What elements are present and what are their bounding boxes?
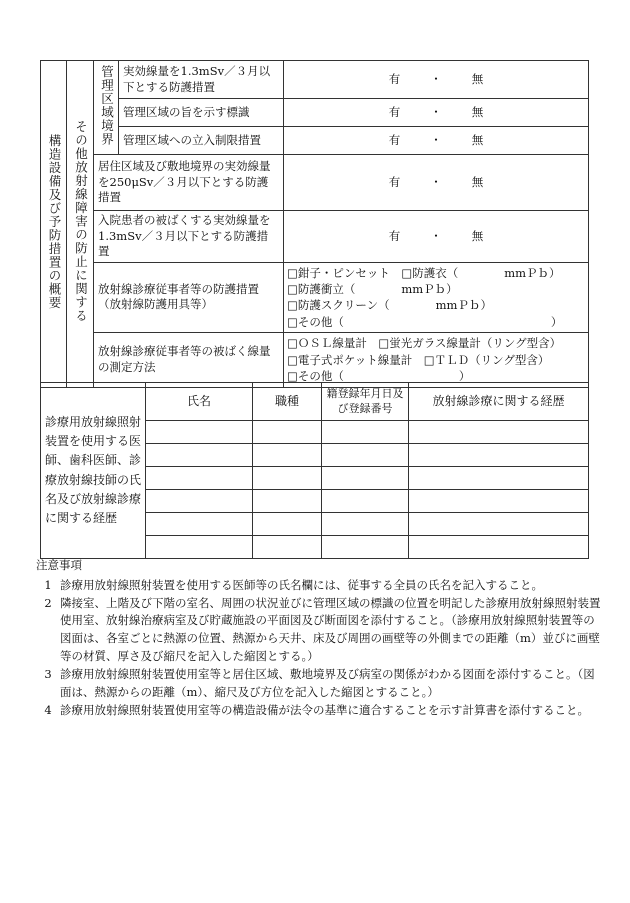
note-item: 2 隣接室、上階及び下階の室名、周囲の状況並びに管理区域の標識の位置を明記した診療用放射線照射装置使用室、放射線治療病室及び貯蔵施設の平面図及び断面図を添付すること。（診療用放射線照射装置等の図面は、各室ごとに熱源の位置、熱源から天井、床及び周囲の画壁等の外側までの距離（m）並びに画壁等の材質、厚さ及び縮尺を記入した縮図とする。） <box>44 595 601 664</box>
notes-title: 注意事項 <box>36 558 82 572</box>
kanri-label-cell <box>94 61 119 155</box>
cell-career[interactable] <box>409 467 589 490</box>
cell-occupation[interactable] <box>253 467 322 490</box>
note-item: 1 診療用放射線照射装置を使用する医師等の氏名欄には、従事する全員の氏名を記入すること。 <box>44 577 543 592</box>
protect-label: 放射線診療従事者等の防護措置（放射線防護用具等） <box>94 262 284 332</box>
header-registration: 籍登録年月日及び登録番号 <box>322 383 409 421</box>
protect-option[interactable]: □防護衝立（ mmＰｂ） <box>287 281 458 296</box>
cell-registration[interactable] <box>322 444 409 467</box>
cell-career[interactable] <box>409 513 589 536</box>
personnel-table <box>40 382 589 559</box>
note-item: 3 診療用放射線照射装置使用室等と居住区域、敷地境界及び病室の関係がわかる図面を添付すること。（図面は、熱源からの距離（m）、縮尺及び方位を記入した縮図とすること。） <box>44 666 595 699</box>
protect-options <box>284 262 589 332</box>
cell-registration[interactable] <box>322 467 409 490</box>
protect-option[interactable]: □防護スクリーン（ mmＰｂ） <box>287 298 492 313</box>
header-career: 放射線診療に関する経歴 <box>409 383 589 421</box>
header-name: 氏名 <box>146 383 253 421</box>
sub-label-cell <box>67 61 94 388</box>
cell-occupation[interactable] <box>253 421 322 444</box>
outer-label: 構造設備及び予防措置の概要 <box>46 133 62 310</box>
personnel-label: 診療用放射線照射装置を使用する医師、歯科医師、診療放射線技師の氏名及び放射線診療に関する経歴 <box>41 383 146 559</box>
cell-registration[interactable] <box>322 536 409 559</box>
cell-name[interactable] <box>146 467 253 490</box>
kanri-label: 管理区域境界 <box>99 64 115 146</box>
protect-option[interactable]: □鉗子・ピンセット □防護衣（ mmＰｂ） <box>287 265 561 280</box>
protect-option[interactable]: □その他（ ） <box>287 314 563 329</box>
measure-option[interactable]: □電子式ポケット線量計 □ＴＬＤ（リング型含） <box>287 352 550 367</box>
cell-name[interactable] <box>146 536 253 559</box>
cell-occupation[interactable] <box>253 490 322 513</box>
cell-registration[interactable] <box>322 490 409 513</box>
sub-label: その他放射線障害の防止に関する <box>73 120 89 323</box>
cell-career[interactable] <box>409 536 589 559</box>
yes-no-choice[interactable]: 有 ・ 無 <box>284 211 589 263</box>
cell-occupation[interactable] <box>253 536 322 559</box>
cell-career[interactable] <box>409 444 589 467</box>
cell-registration[interactable] <box>322 421 409 444</box>
yes-no-choice[interactable]: 有 ・ 無 <box>284 99 589 127</box>
row-label: 管理区域の旨を示す標識 <box>119 99 284 127</box>
row-label: 管理区域への立入制限措置 <box>119 127 284 155</box>
measure-options <box>284 332 589 387</box>
header-occupation: 職種 <box>253 383 322 421</box>
cell-career[interactable] <box>409 421 589 444</box>
cell-name[interactable] <box>146 513 253 536</box>
yes-no-choice[interactable]: 有 ・ 無 <box>284 155 589 211</box>
outer-label-cell <box>41 61 67 388</box>
note-item: 4 診療用放射線照射装置使用室等の構造設備が法令の基準に適合することを示す計算書を添付すること。 <box>44 702 589 717</box>
cell-registration[interactable] <box>322 513 409 536</box>
row-label: 実効線量を1.3mSv／３月以下とする防護措置 <box>119 61 284 99</box>
notes-section <box>36 557 606 719</box>
row-label: 居住区域及び敷地境界の実効線量を250μSv／３月以下とする防護措置 <box>94 155 284 211</box>
cell-name[interactable] <box>146 444 253 467</box>
structure-table <box>40 60 589 388</box>
cell-career[interactable] <box>409 490 589 513</box>
cell-occupation[interactable] <box>253 513 322 536</box>
row-label: 入院患者の被ばくする実効線量を1.3mSv／３月以下とする防護措置 <box>94 211 284 263</box>
yes-no-choice[interactable]: 有 ・ 無 <box>284 61 589 99</box>
yes-no-choice[interactable]: 有 ・ 無 <box>284 127 589 155</box>
measure-option[interactable]: □その他（ ） <box>287 369 471 384</box>
cell-occupation[interactable] <box>253 444 322 467</box>
cell-name[interactable] <box>146 490 253 513</box>
cell-name[interactable] <box>146 421 253 444</box>
measure-label: 放射線診療従事者等の被ばく線量の測定方法 <box>94 332 284 387</box>
measure-option[interactable]: □ＯＳＬ線量計 □蛍光ガラス線量計（リング型含） <box>287 336 562 351</box>
